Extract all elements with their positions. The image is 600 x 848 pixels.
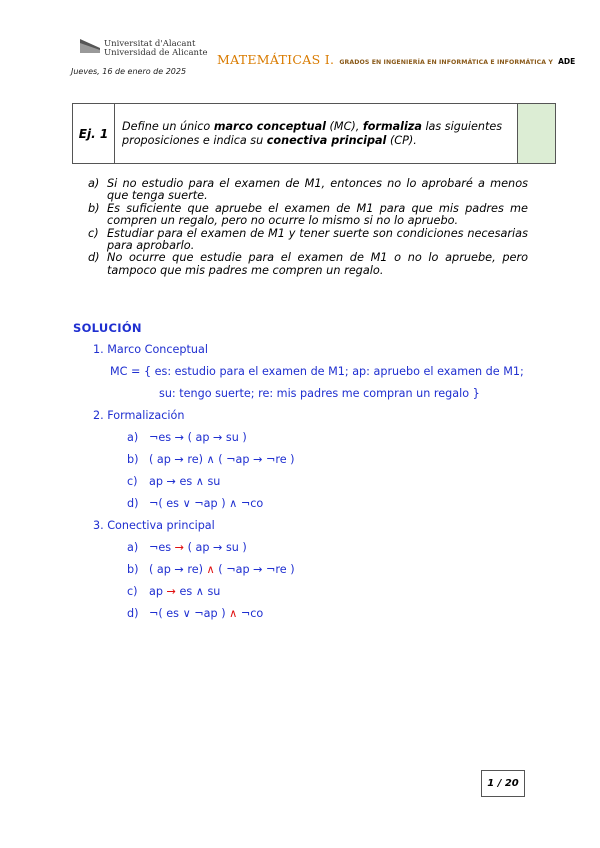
solution-title: SOLUCIÓN — [73, 321, 142, 335]
mc-line-2: su: tengo suerte; re: mis padres me compran un regalo } — [159, 387, 480, 400]
connective-expr-post: ( ap → su ) — [184, 541, 247, 554]
proposition-text: No ocurre que estudie para el examen de M1 o no lo apruebe, pero tampoco que mis padres me compren un regalo. — [107, 251, 528, 277]
formal-letter: a) — [127, 431, 139, 444]
connective-item — [127, 585, 220, 598]
formal-expr: ap → es ∧ su — [149, 475, 221, 488]
section-main-connective: 3. Conectiva principal — [93, 519, 215, 532]
course-main: MATEMÁTICAS I. — [217, 52, 335, 67]
proposition-item — [88, 203, 528, 228]
connective-expr-pre: ¬( es ∨ ¬ap ) — [149, 607, 230, 620]
proposition-letter: d) — [88, 251, 100, 265]
main-connective-symbol: ∧ — [229, 607, 238, 620]
connective-letter: a) — [127, 541, 139, 554]
statement-bold: conectiva principal — [266, 133, 387, 147]
exercise-label: Ej. 1 — [73, 104, 115, 163]
formal-item — [127, 431, 247, 444]
statement-bold: formaliza — [362, 119, 422, 133]
connective-item — [127, 607, 263, 620]
exam-date: Jueves, 16 de enero de 2025 — [71, 67, 187, 76]
formal-letter: d) — [127, 497, 139, 510]
formal-item — [127, 475, 220, 488]
proposition-item — [88, 228, 528, 253]
formal-item — [127, 497, 263, 510]
proposition-text: Es suficiente que apruebe el examen de M1 para que mis padres me compren un regalo, pero no ocurre lo mismo si no lo apruebo. — [107, 201, 528, 228]
formal-expr: ¬( es ∨ ¬ap ) ∧ ¬co — [149, 497, 264, 510]
formal-letter: b) — [127, 453, 139, 466]
connective-expr-pre: ap — [149, 585, 167, 598]
university-name-valencian: Universitat d'Alacant — [104, 39, 196, 49]
connective-expr-post: ¬co — [237, 607, 264, 620]
course-degrees: GRADOS EN INGENIERÍA EN INFORMÁTICA E INFORMÁTICA Y — [339, 59, 553, 66]
course-title — [217, 49, 575, 68]
connective-item — [127, 541, 247, 554]
connective-expr-pre: ( ap → re) — [149, 563, 207, 576]
exercise-statement — [115, 104, 518, 163]
statement-text: Define un único — [122, 119, 214, 133]
university-name-spanish: Universidad de Alicante — [104, 48, 208, 58]
connective-item — [127, 563, 295, 576]
statement-bold: marco conceptual — [213, 119, 326, 133]
proposition-letter: a) — [88, 177, 100, 190]
connective-expr-post: ( ¬ap → ¬re ) — [214, 563, 295, 576]
proposition-letter: b) — [88, 201, 100, 215]
grade-cell — [518, 104, 555, 163]
connective-letter: d) — [127, 607, 139, 620]
mc-line-1: MC = { es: estudio para el examen de M1; ap: apruebo el examen de M1; — [110, 365, 524, 378]
propositions-list — [88, 178, 528, 277]
proposition-letter: c) — [88, 226, 99, 240]
exercise-box — [72, 103, 556, 164]
connective-expr-pre: ¬es — [149, 541, 175, 554]
section-formalization: 2. Formalización — [93, 409, 185, 422]
formal-item — [127, 453, 295, 466]
connective-letter: b) — [127, 563, 139, 576]
main-connective-symbol: → — [166, 585, 176, 598]
statement-text: (MC), — [326, 119, 363, 133]
page-number: 1 / 20 — [481, 770, 525, 797]
proposition-item — [88, 178, 528, 203]
university-logo-icon — [80, 39, 100, 53]
main-connective-symbol: → — [174, 541, 185, 554]
proposition-text: Estudiar para el examen de M1 y tener suerte son condiciones necesarias para aprobarlo. — [107, 226, 528, 253]
statement-text: (CP). — [386, 133, 417, 147]
formal-expr: ( ap → re) ∧ ( ¬ap → ¬re ) — [149, 453, 295, 466]
statement-text: las siguientes proposiciones e indica su — [122, 119, 503, 147]
proposition-text: Si no estudio para el examen de M1, entonces no lo aprobaré a menos que tenga suerte. — [107, 177, 528, 203]
formal-letter: c) — [127, 475, 138, 488]
course-ade: ADE — [558, 57, 576, 66]
connective-letter: c) — [127, 585, 138, 598]
formal-expr: ¬es → ( ap → su ) — [149, 431, 247, 444]
proposition-item — [88, 252, 528, 277]
main-connective-symbol: ∧ — [206, 563, 215, 576]
connective-expr-post: es ∧ su — [175, 585, 221, 598]
section-conceptual-frame: 1. Marco Conceptual — [93, 343, 208, 356]
